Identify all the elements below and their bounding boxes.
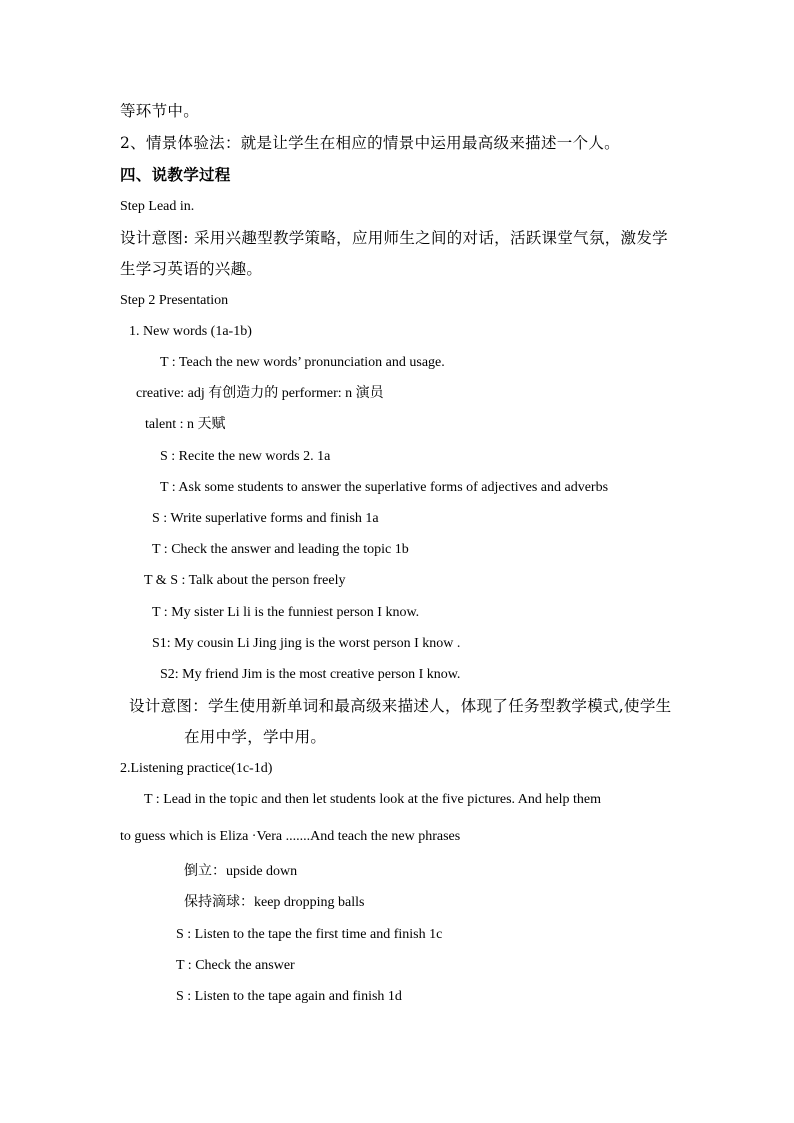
text-line-2: 2、情景体验法：就是让学生在相应的情景中运用最高级来描述一个人。 [120,134,620,152]
design-intent-2a: 设计意图：学生使用新单词和最高级来描述人，体现了任务型教学模式,使学生 [129,697,672,715]
step-lead-in: Step Lead in. [120,199,195,214]
text-line-15: T : Check the answer and leading the topic 1b [152,542,409,557]
text-line-9: T : Teach the new words’ pronunciation and usage. [160,355,445,370]
phrase-line-2: 保持滴球：keep dropping balls [184,895,365,910]
design-intent-2b: 在用中学，学中用。 [184,728,327,746]
text-line-18: S1: My cousin Li Jing jing is the worst person I know . [152,636,461,651]
vocab-line-2: talent : n 天赋 [145,417,226,432]
section-heading: 四、说教学过程 [120,165,231,184]
design-intent-1a: 设计意图: 采用兴趣型教学策略，应用师生之间的对话，活跃课堂气氛，激发学 [120,229,668,247]
text-line-12: S : Recite the new words 2. 1a [160,449,331,464]
listening-practice-title: 2.Listening practice(1c-1d) [120,761,273,776]
text-line-14: S : Write superlative forms and finish 1a [152,511,379,526]
text-line-29: S : Listen to the tape again and finish 1d [176,989,402,1004]
text-line-16: T & S : Talk about the person freely [144,573,346,588]
step-2-title: Step 2 Presentation [120,293,229,308]
phrase-line-1: 倒立：upside down [184,864,298,879]
design-intent-1b: 生学习英语的兴趣。 [120,260,263,278]
text-line-1: 等环节中。 [120,102,200,120]
text-line-28: T : Check the answer [176,958,295,973]
text-line-23: T : Lead in the topic and then let students look at the five pictures. And help them [144,792,601,807]
vocab-line-1: creative: adj 有创造力的 performer: n 演员 [136,386,384,401]
text-line-27: S : Listen to the tape the first time and finish 1c [176,927,443,942]
text-line-24: to guess which is Eliza ·Vera .......And teach the new phrases [120,829,461,844]
text-line-19: S2: My friend Jim is the most creative person I know. [160,667,461,682]
text-line-17: T : My sister Li li is the funniest person I know. [152,605,420,620]
text-line-13: T : Ask some students to answer the superlative forms of adjectives and adverbs [160,480,609,495]
new-words-title: 1. New words (1a-1b) [129,324,252,339]
